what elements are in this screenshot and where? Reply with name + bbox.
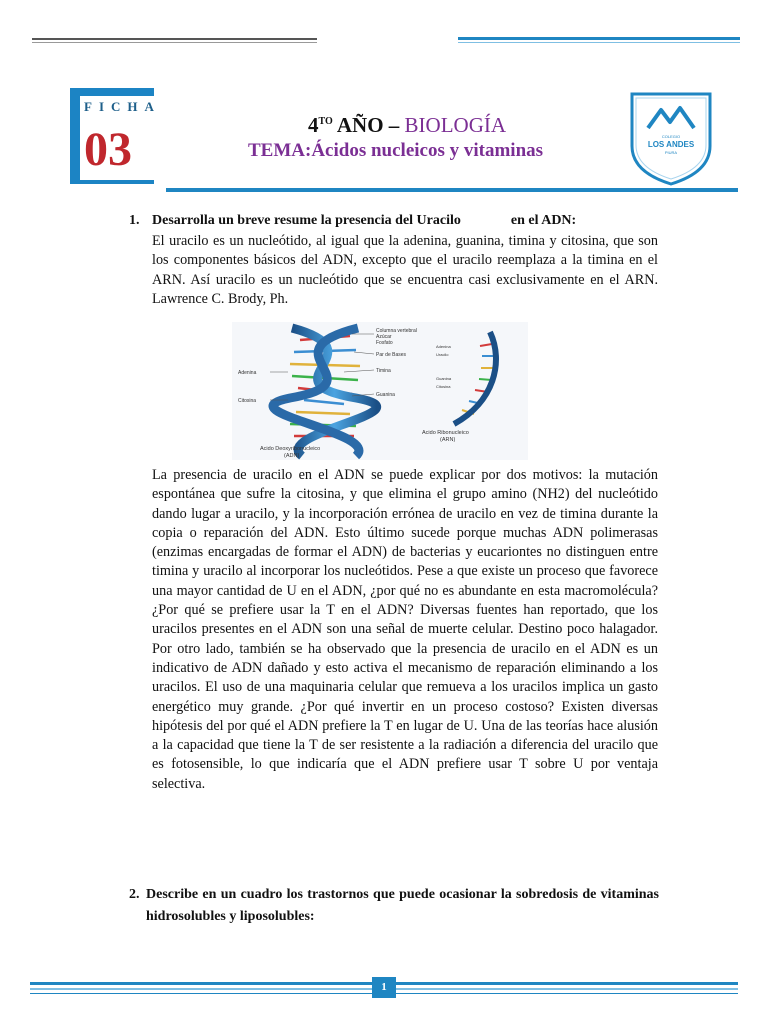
header-rule (166, 188, 738, 192)
dna-title: Acido Deoxyribonucleico (260, 446, 321, 452)
logo-text: LOS ANDES (647, 140, 695, 149)
ficha-label: FICHA (84, 99, 161, 114)
label-guanine: Guanina (376, 392, 395, 398)
grade-number: 4 (308, 113, 319, 137)
label-cytosine: Citosina (238, 398, 257, 404)
question-1-paragraph-1: El uracilo es un nucleótido, al igual que la adenina, guanina, timina y citosina, que son los componentes básicos del ADN, excepto que el uracilo reemplaza a la timina en el ARN. Así uracilo es un nucleótido que se encuentra casi exclusivamente en el ARN. Lawrence C. Brody, Ph. (152, 233, 658, 307)
question-2 (129, 884, 659, 928)
page-number: 1 (372, 977, 396, 998)
school-logo-icon (628, 88, 714, 188)
question-1-heading (152, 213, 576, 229)
rna-title: Acido Ribonucleico (422, 430, 469, 436)
question-1-heading-part1: Desarrolla un breve resume la presencia del Uracilo (152, 213, 461, 228)
rna-title-abbr: (ARN) (440, 437, 456, 443)
label-backbone: Columna vertebral (376, 328, 417, 334)
rna-label-guanina: Guanina (436, 376, 452, 381)
label-sugar: Azúcar (376, 334, 392, 340)
question-1-number: 1. (129, 213, 140, 228)
rna-label-citosina: Citosina (436, 384, 451, 389)
label-base-pair: Par de Bases (376, 352, 407, 358)
top-rule-right-thin (458, 42, 740, 43)
subject-label: BIOLOGÍA (404, 113, 507, 137)
tema-title: TEMA:Ácidos nucleicos y vitaminas (248, 140, 544, 161)
year-label: AÑO – (332, 113, 405, 137)
label-phosphate: Fosfato (376, 340, 393, 346)
label-thymine: Timina (376, 368, 391, 374)
question-1-paragraph-2: La presencia de uracilo en el ADN se puede explicar por dos motivos: la mutación espontánea que sufre la citosina, y que elimina el grupo amino (NH2) del nucleótido dando lugar a uracilo, y la incorporación errónea de uracilo en vez de timina durante la copia o reparación del ADN. Esto último sucede porque muchas ADN polimerasas (enzimas encargadas de formar el ADN) de bacterias y eucariontes no distinguen entre timina y uracilo al incorporar los nucleótidos. Pese a que existe un proceso que favorece una mayor cantidad de U en el ADN, ¿por qué no es abundante en esta macromolécula? ¿Por qué se prefiere usar la T en el ADN? Diversas fuentes han reportado, que los uracilos presentes en el ADN son una señal de muerte celular. Destino poco halagador. Por otro lado, también se ha observado que la presencia de uracilo en el ADN es un indicativo de ADN dañado y esto activa el mecanismo de reparación eliminando a los uracilos. El uso de una maquinaria celular que remueva a los uracilos implica un gasto energético muy grande. ¿Por qué invertir en un proceso costoso? Existen diversas hipótesis del por qué el ADN prefiere la T en lugar de U. Una de las teorías hace alusión a la capacidad que tiene la T de ser resistente a la radiación a diferencia del uracilo que es fotosensible, lo que indicaría que el ADN prefiere usar T sobre U por ventaja selectiva. (152, 467, 658, 792)
question-2-number: 2. (129, 887, 140, 902)
question-2-text: Describe en un cuadro los trastornos que puede ocasionar la sobredosis de vitaminas hidrosolubles y liposolubles: (146, 887, 659, 924)
ficha-number: 03 (84, 123, 132, 176)
rna-label-adenina: Adenina (436, 344, 451, 349)
dna-title-abbr: (ADN) (284, 453, 300, 459)
page-title (308, 113, 506, 138)
label-adenine: Adenina (238, 370, 257, 376)
top-rule-right (458, 37, 740, 40)
logo-small-bottom: PIURA (664, 150, 678, 155)
dna-rna-diagram (232, 322, 528, 460)
top-rule-left (32, 38, 317, 40)
question-1-heading-part2: en el ADN: (510, 213, 577, 228)
grade-suffix: TO (318, 116, 333, 127)
logo-small-top: COLEGIO (661, 134, 681, 139)
rna-label-uracilo: Uracilo (436, 352, 449, 357)
top-rule-left-thin (32, 42, 317, 43)
